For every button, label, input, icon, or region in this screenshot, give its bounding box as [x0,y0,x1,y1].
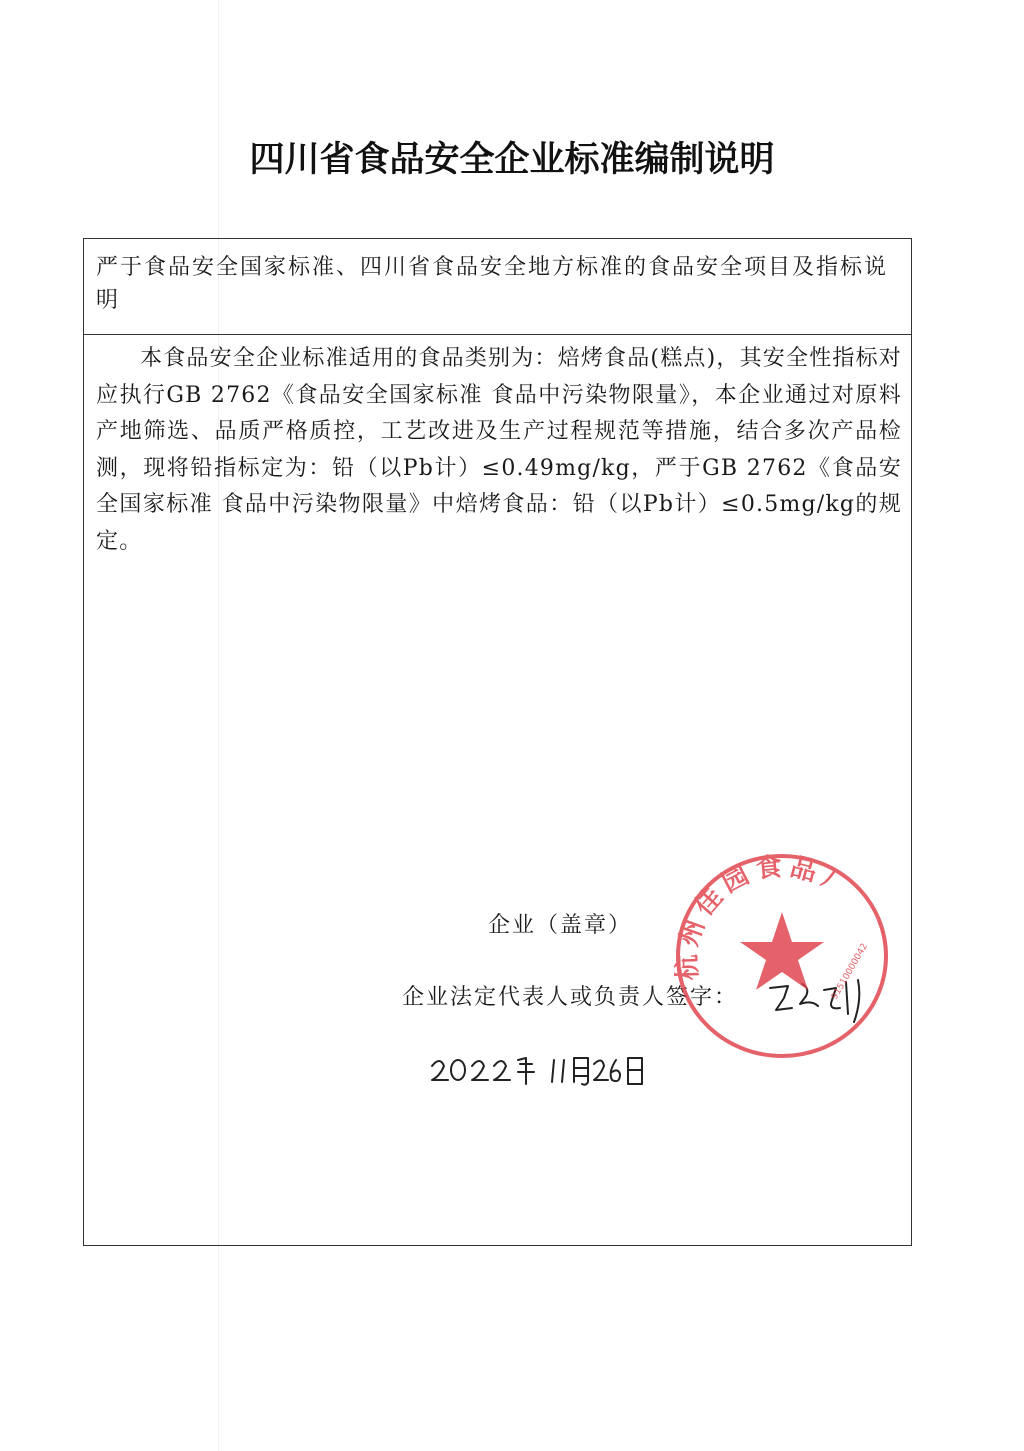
explanation-paragraph: 本食品安全企业标准适用的食品类别为：焙烤食品(糕点)，其安全性指标对应执行GB 2762《食品安全国家标准 食品中污染物限量》，本企业通过对原料产地筛选、品质严格质控，工艺改进及生产过程规范等措施，结合多次产品检测，现将铅指标定为：铅（以Pb计）≤0.49mg/kg，严于GB 2762《食品安全国家标准 食品中污染物限量》中焙烤食品：铅（以Pb计）≤0.5mg/kg的规定。 [96,346,902,554]
svg-text:91510000042: 91510000042 [829,941,871,1002]
handwritten-date [428,1050,648,1090]
seal-label: 企业（盖章） [488,913,633,938]
table-header: 严于食品安全国家标准、四川省食品安全地方标准的食品安全项目及指标说明 [84,239,911,335]
explanation-table [83,238,912,1246]
table-body [84,335,911,1247]
signature-label: 企业法定代表人或负责人签字： [402,985,739,1010]
svg-text:杭州佳园食品厂: 杭州佳园食品厂 [672,851,860,981]
page-title: 四川省食品安全企业标准编制说明 [249,140,775,180]
company-seal-icon [668,850,896,1062]
